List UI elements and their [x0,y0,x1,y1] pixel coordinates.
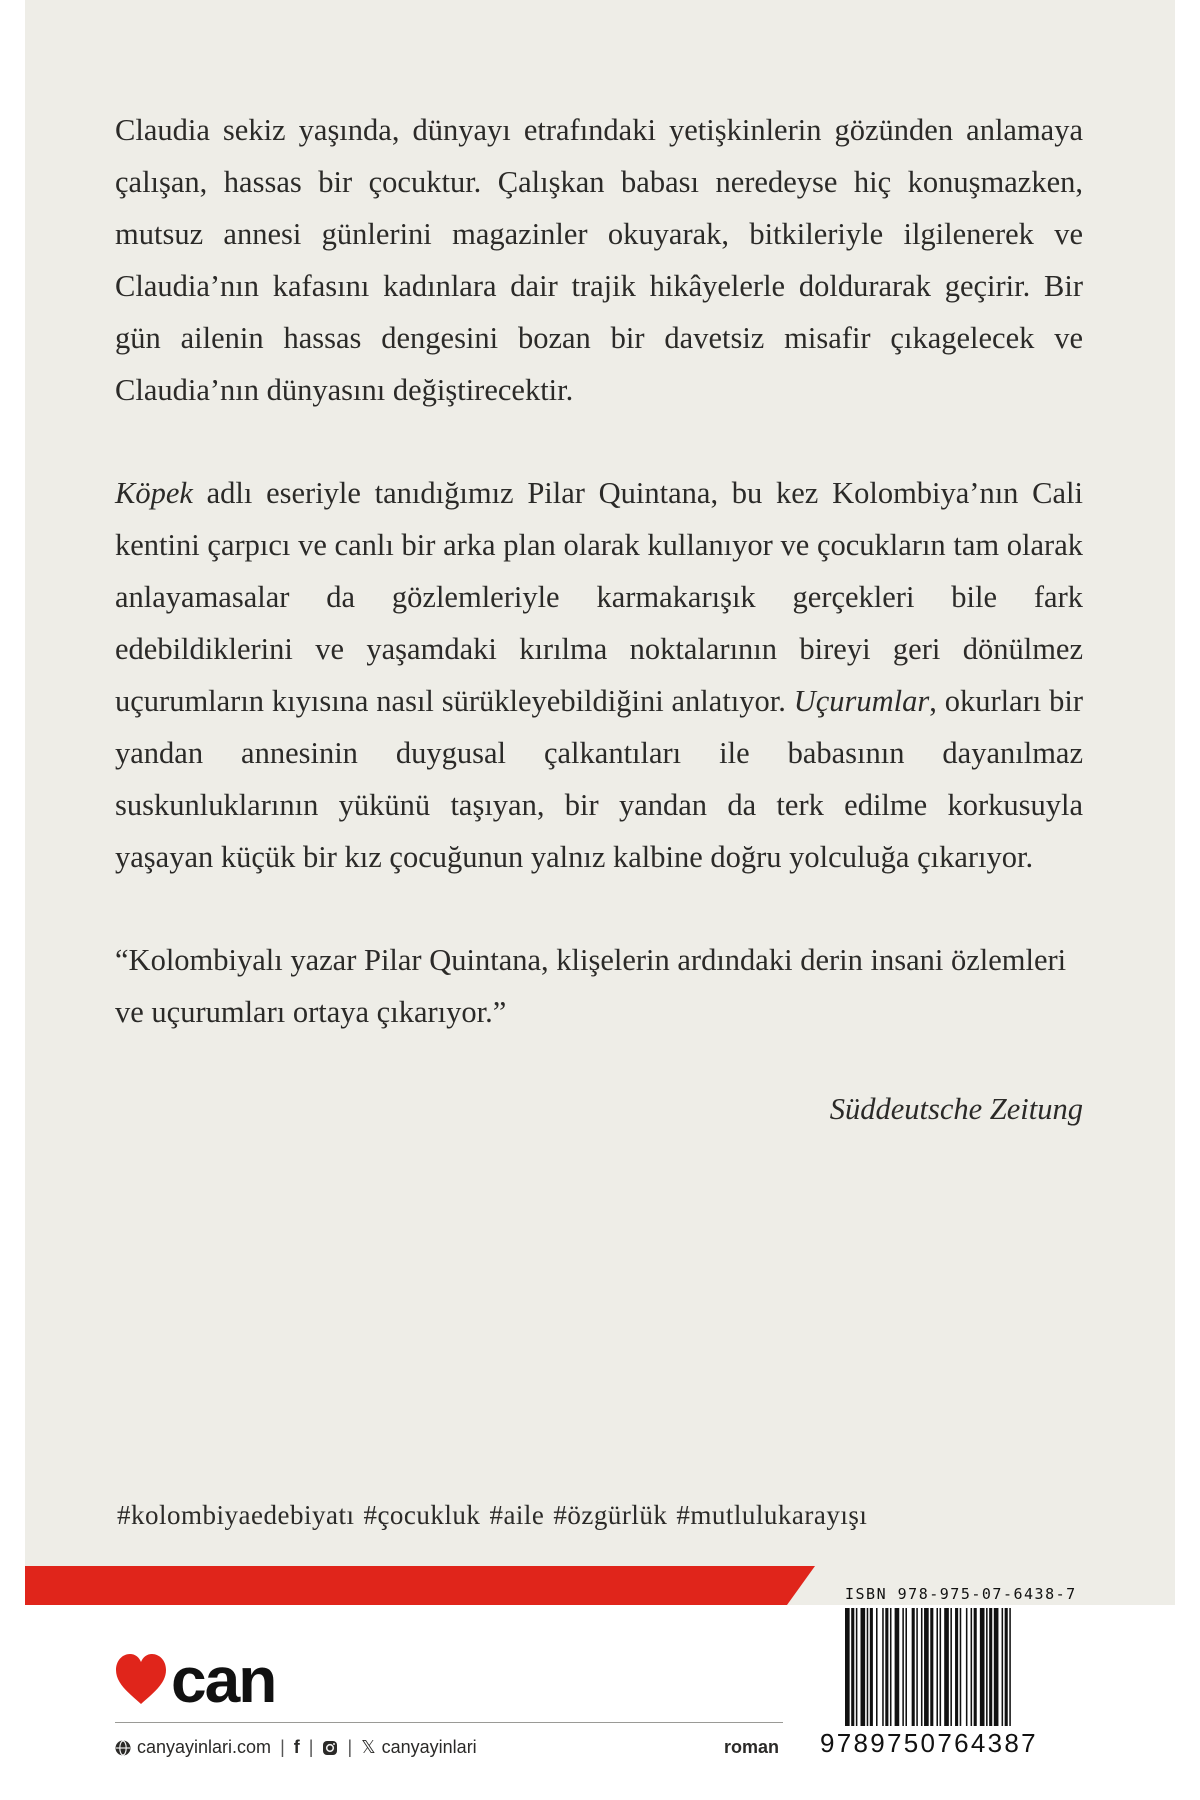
barcode-bar [994,1608,999,1726]
hashtag: #mutlulukarayışı [676,1500,868,1530]
barcode-bar [902,1608,904,1726]
genre-label: roman [724,1737,780,1757]
barcode [843,1608,1079,1748]
barcode-bar [870,1608,873,1726]
hashtag: #özgürlük [553,1500,668,1530]
barcode-bar [890,1608,892,1726]
publisher-logo [115,1652,305,1706]
barcode-bar [924,1608,929,1726]
barcode-bar [856,1608,858,1726]
barcode-bar [974,1608,977,1726]
barcode-bar [966,1608,968,1726]
instagram-icon[interactable] [322,1740,338,1756]
barcode-bar [882,1608,884,1726]
footer-divider [115,1722,783,1723]
publisher-links: canyayinlari.com | f | | 𝕏 canyayinlari [115,1737,477,1758]
barcode-bar [845,1608,850,1726]
website-link[interactable]: canyayinlari.com [137,1737,272,1757]
barcode-bar [851,1608,854,1726]
barcode-bar [885,1608,888,1726]
globe-icon [115,1740,131,1756]
previous-book-title: Köpek [115,476,193,510]
description-paragraph-1: Claudia sekiz yaşında, dünyayı etrafındaki yetişkinlerin gözünden anlamaya çalışan, hassas bir çocuktur. Çalışkan babası neredeyse hiç konuşmazken, mutsuz annesi günlerini magazinler okuyarak, bitkileriyle ilgilenerek ve Claudia’nın kafasını kadınlara dair trajik hikâyelerle doldurarak geçirir. Bir gün ailenin hassas dengesini bozan bir davetsiz misafir çıkagelecek ve Claudia’nın dünyasını değiştirecektir. [115,113,1083,407]
description-paragraph-2-part-1: adlı eseriyle tanıdığımız Pilar Quintana, bu kez Kolombiya’nın Cali kentini çarpıcı ve canlı bir arka plan olarak kullanıyor ve çocukların tam olarak anlayamasalar da gözlemleriyle karmakarışık gerçekleri bile fark edebildiklerini ve yaşamdaki kırılma noktalarının bireyi geri dönülmez uçurumların kıyısına nasıl sürükleyebildiğini anlatıyor. [115,476,1083,718]
red-stripe [25,1566,815,1605]
barcode-bar [936,1608,938,1726]
barcode-bar [916,1608,918,1726]
barcode-bar [1002,1608,1004,1726]
barcode-bar [960,1608,962,1726]
barcode-bar [944,1608,949,1726]
barcode-bar [1005,1608,1008,1726]
barcode-bar [905,1608,907,1726]
barcode-digits: 9789750764387 [820,1728,1038,1758]
description-paragraph-2 [115,467,1083,883]
quote-source: Süddeutsche Zeitung [829,1092,1083,1126]
barcode-bar [940,1608,942,1726]
book-description [115,104,1083,1038]
logo-text: can [171,1652,276,1706]
book-title: Uçurumlar [793,684,930,718]
barcode-bar [867,1608,869,1726]
hashtag: #çocukluk [363,1500,481,1530]
hashtag: #aile [489,1500,545,1530]
barcode-bar [930,1608,933,1726]
barcode-bar [950,1608,952,1726]
barcode-bar [1009,1608,1011,1726]
barcode-bar [876,1608,878,1726]
barcode-bar [989,1608,992,1726]
social-handle[interactable]: canyayinlari [381,1737,477,1757]
description-paragraph-2-part-2: , okurları bir yandan annesinin duygusal çalkantıları ile babasının dayanılmaz suskunluklarının yükünü taşıyan, bir yandan da terk edilme korkusuyla yaşayan küçük bir kız çocuğunun yalnız kalbine doğru yolculuğa çıkarıyor. [115,684,1083,874]
barcode-bar [921,1608,923,1726]
x-icon[interactable]: 𝕏 [361,1737,376,1757]
barcode-bar [980,1608,985,1726]
barcode-bar [986,1608,988,1726]
hashtag: #kolombiyaedebiyatı [117,1500,355,1530]
facebook-icon[interactable]: f [293,1737,300,1757]
barcode-bar [971,1608,973,1726]
press-quote: “Kolombiyalı yazar Pilar Quintana, klişelerin ardındaki derin insani özlemleri ve uçurumları ortaya çıkarıyor.” [115,943,1067,1029]
hashtags [117,1500,876,1531]
barcode-bar [912,1608,915,1726]
isbn-label: ISBN 978-975-07-6438-7 [845,1585,1077,1603]
barcode-bar [955,1608,958,1726]
barcode-bar [861,1608,866,1726]
barcode-bar [895,1608,900,1726]
heart-icon [116,1654,166,1704]
